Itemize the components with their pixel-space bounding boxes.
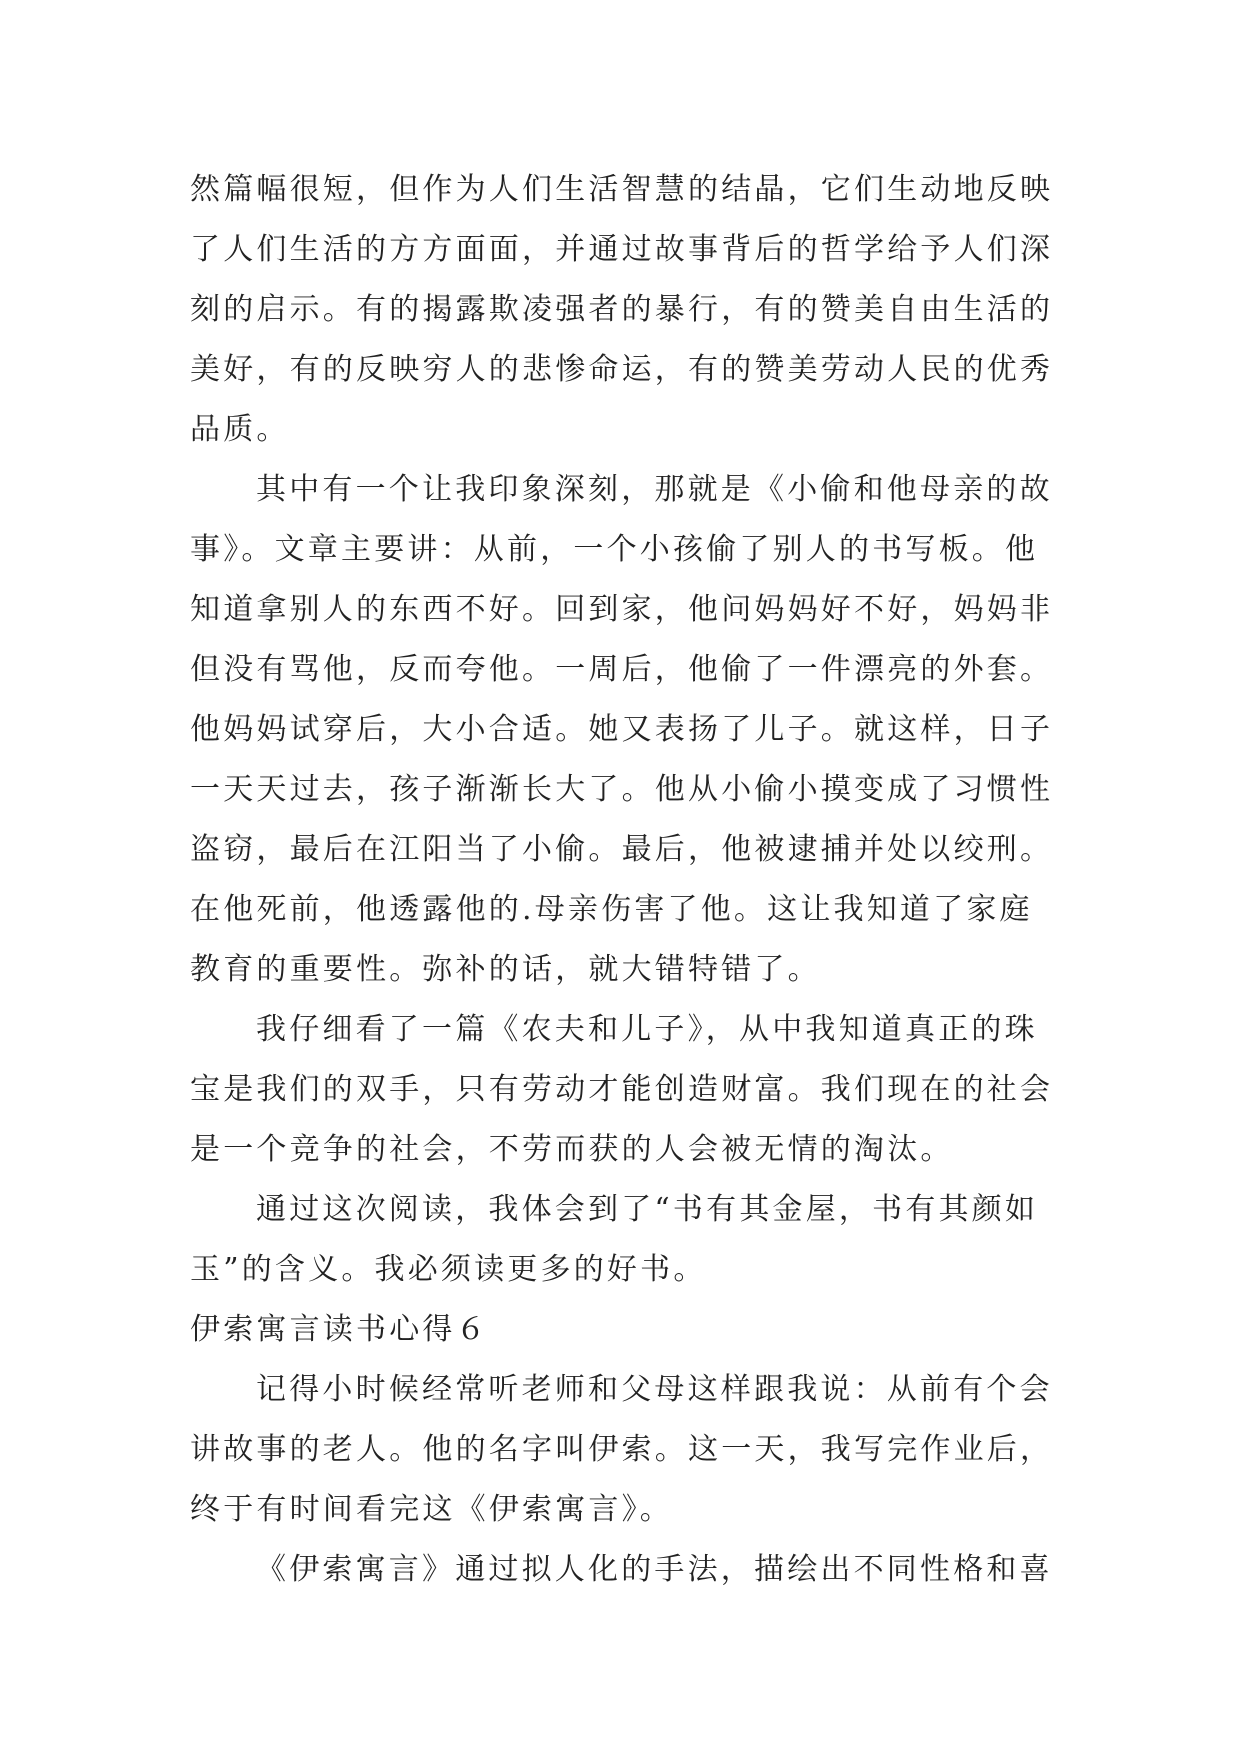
text-line: 终于有时间看完这《伊索寓言》。 (190, 1492, 673, 1527)
text-line: 其中有一个让我印象深刻，那就是《小偷和他母亲的故 (256, 472, 1053, 507)
text-line: 记得小时候经常听老师和父母这样跟我说：从前有个会 (256, 1372, 1053, 1407)
text-line: 盗窃，最后在江阳当了小偷。最后，他被逮捕并处以绞刑。 (190, 832, 1054, 867)
text-line: 《伊索寓言》通过拟人化的手法，描绘出不同性格和喜 (256, 1552, 1053, 1587)
text-line: 教育的重要性。弥补的话，就大错特错了。 (190, 952, 821, 987)
text-line: 宝是我们的双手，只有劳动才能创造财富。我们现在的社会 (190, 1072, 1054, 1107)
text-line: 品质。 (190, 412, 290, 447)
section-heading: 伊索寓言读书心得６ (190, 1312, 489, 1347)
text-line: 通过这次阅读，我体会到了“书有其金屋，书有其颜如 (256, 1192, 1039, 1227)
text-line: 事》。文章主要讲：从前，一个小孩偷了别人的书写板。他 (190, 532, 1039, 567)
body-text (190, 160, 1070, 1600)
text-line: 但没有骂他，反而夸他。一周后，他偷了一件漂亮的外套。 (190, 652, 1054, 687)
text-line: 一天天过去，孩子渐渐长大了。他从小偷小摸变成了习惯性 (190, 772, 1054, 807)
text-line: 我仔细看了一篇《农夫和儿子》，从中我知道真正的珠 (256, 1012, 1038, 1047)
text-line: 知道拿别人的东西不好。回到家，他问妈妈好不好，妈妈非 (190, 592, 1054, 627)
text-line: 了人们生活的方方面面，并通过故事背后的哲学给予人们深 (190, 232, 1054, 267)
text-line: 刻的启示。有的揭露欺凌强者的暴行，有的赞美自由生活的 (190, 292, 1054, 327)
text-line: 他妈妈试穿后，大小合适。她又表扬了儿子。就这样，日子 (190, 712, 1054, 747)
text-line: 玉”的含义。我必须读更多的好书。 (190, 1252, 707, 1287)
text-line: 讲故事的老人。他的名字叫伊索。这一天，我写完作业后， (190, 1432, 1054, 1467)
text-line: 是一个竞争的社会，不劳而获的人会被无情的淘汰。 (190, 1132, 954, 1167)
text-line: 在他死前，他透露他的.母亲伤害了他。这让我知道了家庭 (190, 892, 1033, 927)
text-line: 然篇幅很短，但作为人们生活智慧的结晶，它们生动地反映 (190, 172, 1054, 207)
text-line: 美好，有的反映穷人的悲惨命运，有的赞美劳动人民的优秀 (190, 352, 1054, 387)
